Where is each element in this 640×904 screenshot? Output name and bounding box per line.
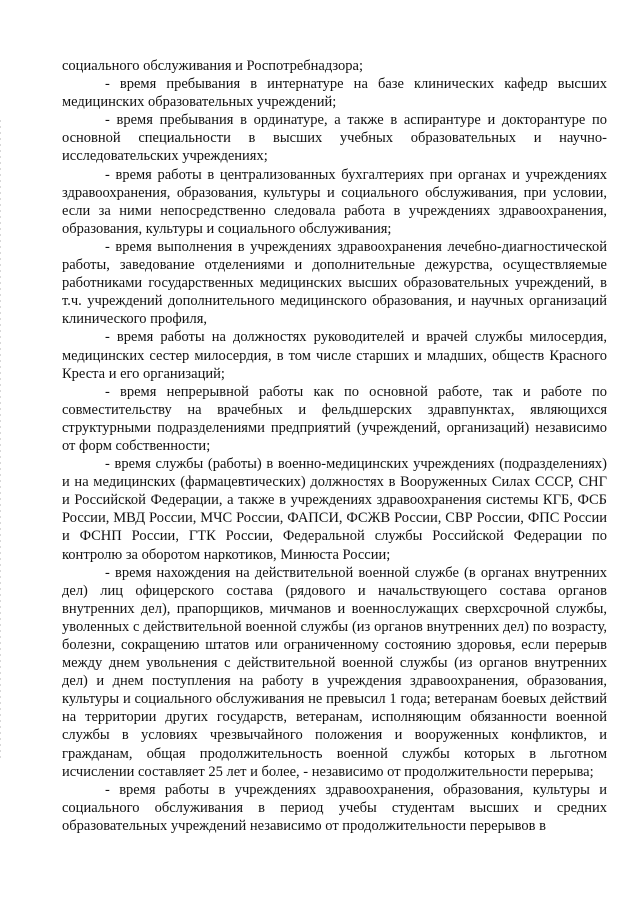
paragraph-continuation: социального обслуживания и Роспотребнадзора;: [62, 58, 364, 74]
document-page: [62, 57, 607, 835]
paragraph-mercy-service: - время работы на должностях руководителей и врачей службы милосердия, медицинских сестер милосердия, в том числе старших и младших, обществ Красного Креста и его организаций;: [62, 329, 607, 382]
paragraph-residency: - время пребывания в ординатуре, а также в аспирантуре и докторантуре по основной специальности в высших учебных образовательных и научно-исследовательских учреждениях;: [62, 112, 607, 165]
paragraph-military-service: - время нахождения на действительной военной службе (в органах внутренних дел) лиц офицерского состава (рядового и начальствующего состава органов внутренних дел), прапорщиков, мичманов и военнослужащих сверхсрочной службы, уволенных с действительной военной службы (из органов внутренних дел) по возрасту, болезни, сокращению штатов или ограниченному состоянию здоровья, если перерыв между днем увольнения с действительной военной службы (из органов внутренних дел) и днем поступления на работу в учреждения здравоохранения, образования, культуры и социального обслуживания не превысил 1 года; ветеранам боевых действий на территории других государств, ветеранам, исполняющим обязанности военной службы в условиях чрезвычайного положения и вооруженных конфликтов, и гражданам, общая продолжительность военной службы которых в льготном исчислении составляет 25 лет и более, - независимо от продолжительности перерыва;: [62, 564, 607, 780]
paragraph-clinical-work: - время выполнения в учреждениях здравоохранения лечебно-диагностической работы, заведование отделениями и дополнительные дежурства, осуществляемые работниками государственных медицинских высших образовательных учреждений, в т.ч. учреждений дополнительного медицинского образования, и научных организаций клинического профиля,: [62, 238, 607, 328]
left-margin-scan-mark: [0, 120, 1, 760]
paragraph-internship: - время пребывания в интернатуре на базе клинических кафедр высших медицинских образовательных учреждений;: [62, 76, 607, 111]
paragraph-accounting: - время работы в централизованных бухгалтериях при органах и учреждениях здравоохранения, образования, культуры и социального обслуживания, при условии, если за ними непосредственно следовала работа в учреждениях здравоохранения, образования, культуры и социального обслуживания;: [62, 166, 607, 237]
paragraph-military-medical: - время службы (работы) в военно-медицинских учреждениях (подразделениях) и на медицинских (фармацевтических) должностях в Вооруженных Силах СССР, СНГ и Российской Федерации, а также в учреждениях здравоохранения системы КГБ, ФСБ России, МВД России, МЧС России, ФАПСИ, ФСЖВ России, СВР России, ФПС России и ФСНП России, ГТК России, Федеральной службы Российской Федерации по контролю за оборотом наркотиков, Минюста России;: [62, 456, 607, 563]
paragraph-health-posts: - время непрерывной работы как по основной работе, так и работе по совместительству на врачебных и фельдшерских здравпунктах, являющихся структурными подразделениями предприятий (учреждений, организаций) независимо от форм собственности;: [62, 383, 607, 454]
paragraph-student-work: - время работы в учреждениях здравоохранения, образования, культуры и социального обслуживания в период учебы студентам высших и средних образовательных учреждений независимо от продолжительности перерывов в: [62, 781, 607, 834]
